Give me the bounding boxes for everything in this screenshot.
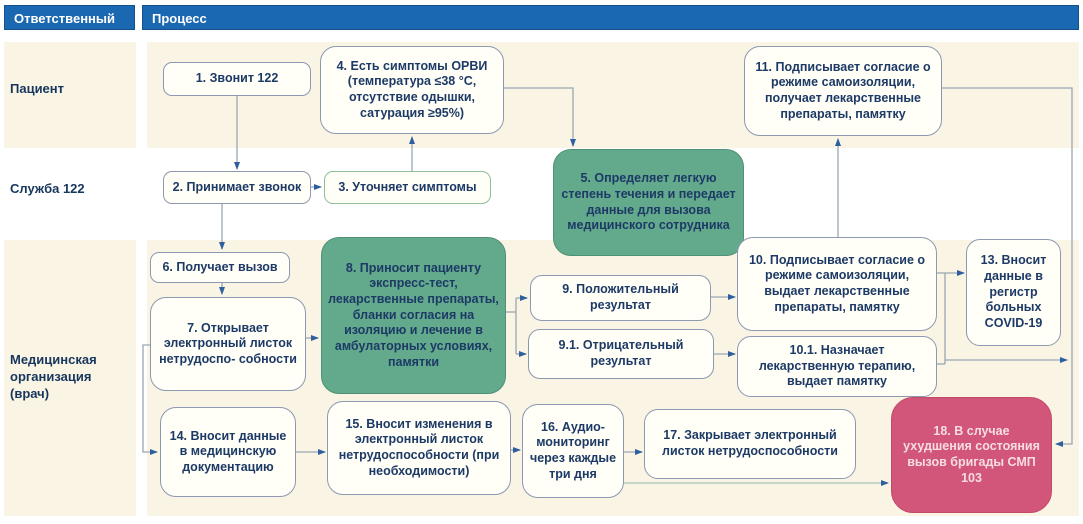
flow-node-10: 10. Подписывает согласие о режиме самоизоляции, выдает лекарственные препараты, памятку bbox=[737, 237, 937, 331]
flow-node-17: 17. Закрывает электронный листок нетрудоспособности bbox=[644, 409, 856, 479]
flow-node-18: 18. В случае ухудшения состояния вызов бригады СМП 103 bbox=[891, 397, 1052, 513]
flow-node-9: 9. Положительный результат bbox=[530, 275, 711, 321]
flow-node-4: 4. Есть симптомы ОРВИ (температура ≤38 °C, отсутствие одышки, сатурация ≥95%) bbox=[320, 46, 504, 134]
flow-node-10-1: 10.1. Назначает лекарственную терапию, выдает памятку bbox=[737, 336, 937, 397]
flow-node-14: 14. Вносит данные в медицинскую документацию bbox=[160, 407, 296, 497]
flow-node-2: 2. Принимает звонок bbox=[163, 171, 311, 204]
flow-node-1: 1. Звонит 122 bbox=[163, 62, 311, 96]
flow-node-11: 11. Подписывает согласие о режиме самоизоляции, получает лекарственные препараты, памятку bbox=[744, 46, 942, 136]
flow-node-15: 15. Вносит изменения в электронный листок нетрудоспособности (при необходимости) bbox=[327, 401, 511, 495]
header-responsible: Ответственный bbox=[4, 5, 135, 30]
flow-node-6: 6. Получает вызов bbox=[150, 252, 290, 283]
lane-label-patient: Пациент bbox=[10, 81, 65, 96]
flow-node-9-1: 9.1. Отрицательный результат bbox=[528, 329, 714, 379]
flow-node-7: 7. Открывает электронный листок нетрудоспо- собности bbox=[150, 297, 306, 391]
flow-node-8: 8. Приносит пациенту экспресс-тест, лекарственные препараты, бланки согласия на изоляцию и лечение в амбулаторных условиях, памятки bbox=[321, 237, 506, 394]
header-process: Процесс bbox=[142, 5, 1079, 30]
lane-label-service-122: Служба 122 bbox=[10, 181, 85, 196]
lane-label-medical-org: Медицинская организация (врач) bbox=[10, 352, 97, 401]
flow-node-13: 13. Вносит данные в регистр больных COVID-19 bbox=[966, 239, 1061, 346]
flow-node-3: 3. Уточняет симптомы bbox=[324, 171, 491, 204]
flow-node-5: 5. Определяет легкую степень течения и передает данные для вызова медицинского сотрудника bbox=[553, 149, 744, 256]
flow-node-16: 16. Аудио- мониторинг через каждые три дня bbox=[522, 404, 624, 498]
